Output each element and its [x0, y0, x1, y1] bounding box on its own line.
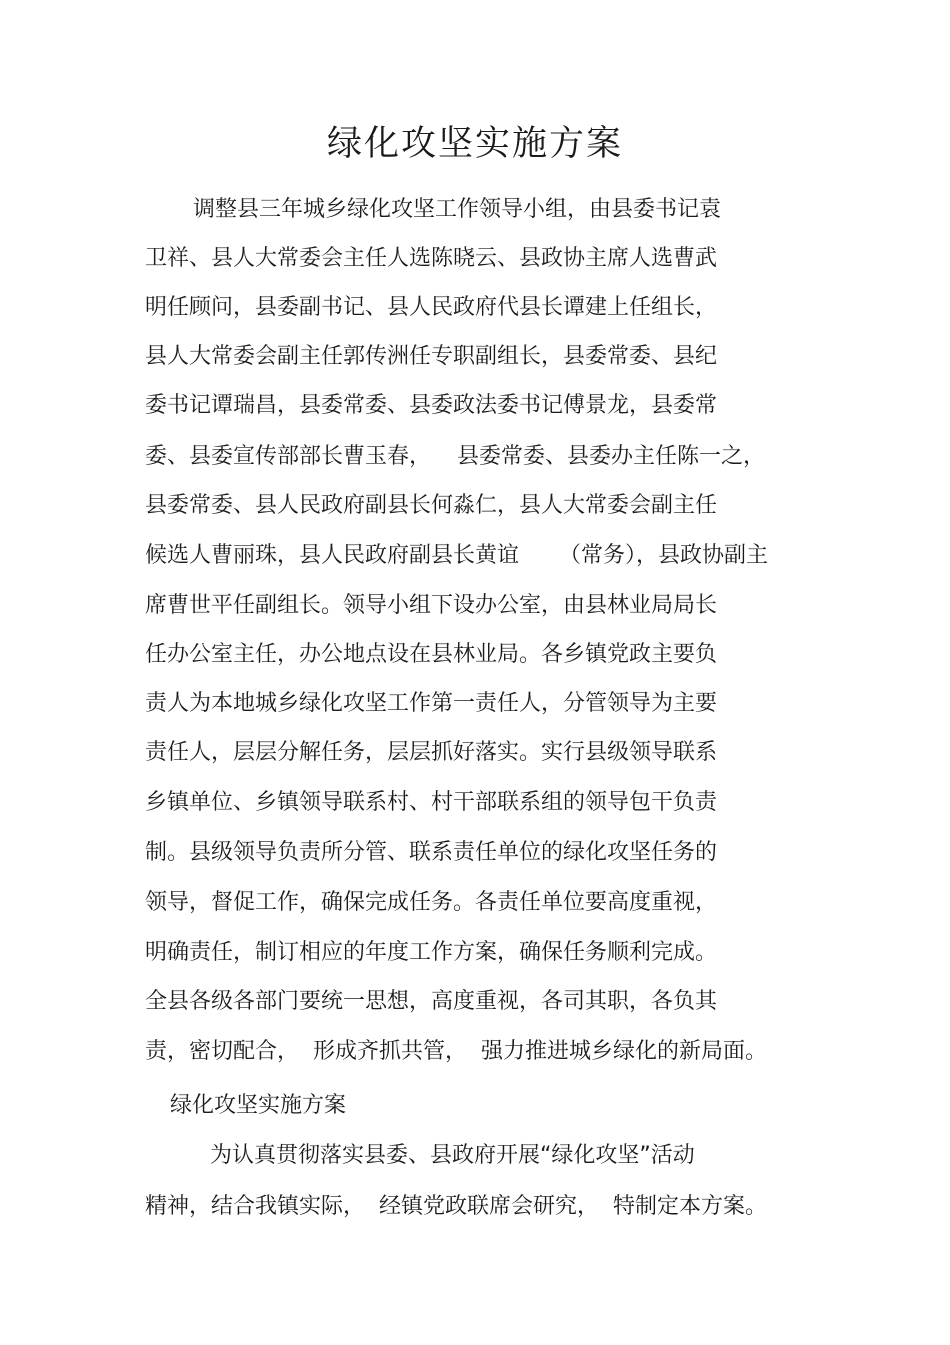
body-line: 明任顾问，县委副书记、县人民政府代县长谭建上任组长， — [145, 295, 718, 320]
body-line-segment: （常务），县政协副主 — [559, 543, 769, 568]
body-line: 任办公室主任，办公地点设在县林业局。各乡镇党政主要负 — [145, 642, 718, 667]
body-line-group — [145, 539, 768, 573]
page-title: 绿化攻坚实施方案 — [326, 124, 623, 164]
body-line-group — [145, 440, 765, 474]
body-line-segment: 责，密切配合， — [145, 1039, 300, 1064]
body-line-group — [145, 1035, 767, 1069]
body-line: 为认真贯彻落实县委、县政府开展“绿化攻坚”活动 — [210, 1143, 695, 1168]
body-line-segment: 经镇党政联席会研究， — [379, 1194, 600, 1219]
body-line-segment: 候选人曹丽珠，县人民政府副县长黄谊 — [145, 543, 520, 568]
body-line-segment: 精神，结合我镇实际， — [145, 1194, 366, 1219]
body-line: 责任人，层层分解任务，层层抓好落实。实行县级领导联系 — [145, 740, 718, 765]
body-line: 制。县级领导负责所分管、联系责任单位的绿化攻坚任务的 — [145, 840, 718, 865]
body-line: 卫祥、县人大常委会主任人选陈晓云、县政协主席人选曹武 — [145, 246, 718, 271]
body-line-segment: 特制定本方案。 — [613, 1194, 768, 1219]
body-line-segment: 委、县委宣传部部长曹玉春， — [145, 444, 432, 469]
body-line: 领导，督促工作，确保完成任务。各责任单位要高度重视， — [145, 890, 718, 915]
body-line-segment: 形成齐抓共管， — [313, 1039, 468, 1064]
section-subheading: 绿化攻坚实施方案 — [170, 1093, 347, 1118]
body-line-group — [145, 1190, 767, 1224]
body-line: 县委常委、县人民政府副县长何淼仁，县人大常委会副主任 — [145, 493, 718, 518]
body-line: 乡镇单位、乡镇领导联系村、村干部联系组的领导包干负责 — [145, 790, 718, 815]
body-line: 责人为本地城乡绿化攻坚工作第一责任人，分管领导为主要 — [145, 691, 718, 716]
body-line: 全县各级各部门要统一思想，高度重视，各司其职，各负其 — [145, 989, 718, 1014]
body-line: 县人大常委会副主任郭传洲任专职副组长，县委常委、县纪 — [145, 344, 718, 369]
body-line-segment: 强力推进城乡绿化的新局面。 — [481, 1039, 768, 1064]
body-line: 调整县三年城乡绿化攻坚工作领导小组，由县委书记袁 — [193, 197, 722, 222]
body-line-segment: 县委常委、县委办主任陈一之， — [457, 444, 766, 469]
body-line: 委书记谭瑞昌，县委常委、县委政法委书记傅景龙，县委常 — [145, 393, 718, 418]
body-line: 席曹世平任副组长。领导小组下设办公室，由县林业局局长 — [145, 593, 718, 618]
body-line: 明确责任，制订相应的年度工作方案，确保任务顺利完成。 — [145, 940, 718, 965]
